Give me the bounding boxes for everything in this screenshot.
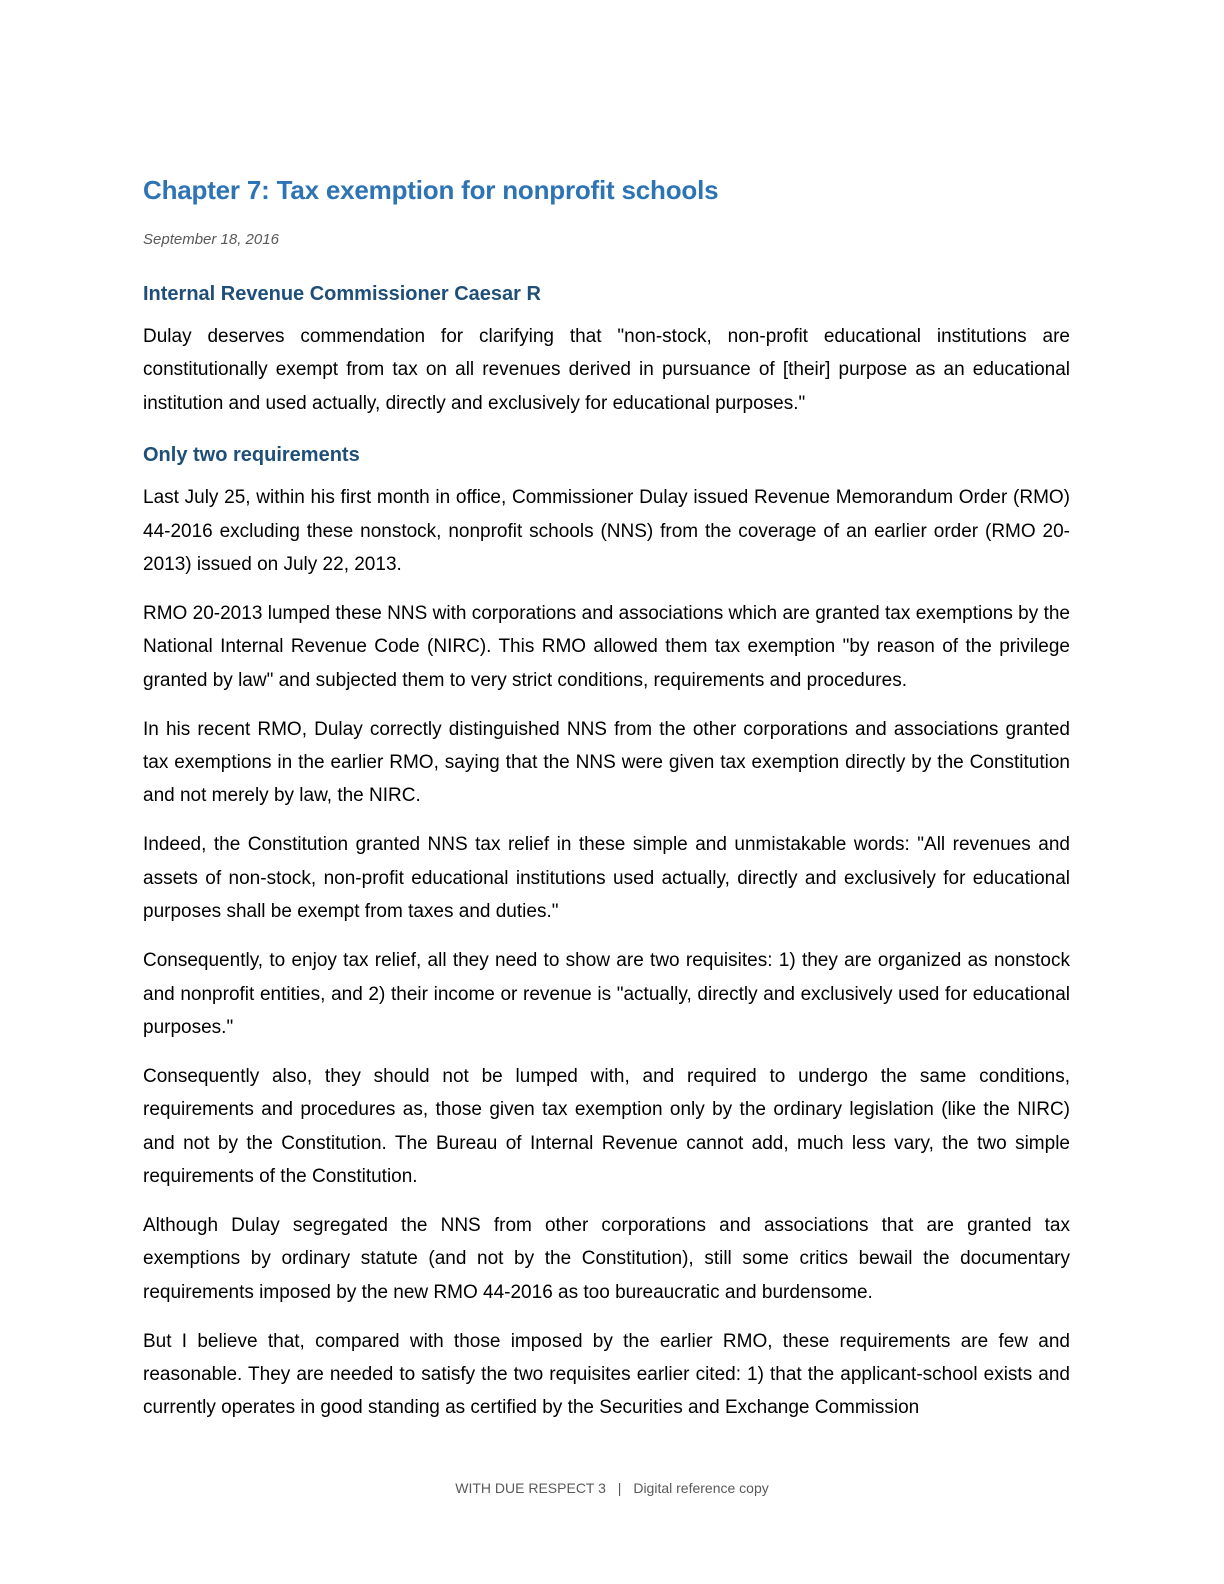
publication-date: September 18, 2016 — [143, 231, 279, 248]
body-paragraph: Consequently, to enjoy tax relief, all they need to show are two requisites: 1) they are organized as nonstock and nonprofit entities, and 2) their income or revenue is "actually, directly and exclusively used for educational purposes." — [143, 950, 1070, 1038]
footer-note: Digital reference copy — [633, 1480, 769, 1496]
body-paragraph: RMO 20-2013 lumped these NNS with corporations and associations which are granted tax exemptions by the National Internal Revenue Code (NIRC). This RMO allowed them tax exemption "by reason of the privilege granted by law" and subjected them to very strict conditions, requirements and procedures. — [143, 602, 1070, 691]
section-heading-requirements: Only two requirements — [143, 444, 360, 467]
body-paragraph: Although Dulay segregated the NNS from other corporations and associations that are granted tax exemptions by ordinary statute (and not by the Constitution), still some critics bewail the documentary requirements imposed by the new RMO 44-2016 as too bureaucratic and burdensome. — [143, 1214, 1070, 1303]
body-paragraph: Dulay deserves commendation for clarifying that "non-stock, non-profit educational institutions are constitutionally exempt from tax on all revenues derived in pursuance of [their] purpose as an educational institution and used actually, directly and exclusively for educational purposes." — [143, 326, 1070, 414]
body-paragraph: Indeed, the Constitution granted NNS tax relief in these simple and unmistakable words: "All revenues and assets of non-stock, non-profit educational institutions used actually, directly and exclusively for educational purposes shall be exempt from taxes and duties." — [143, 834, 1070, 923]
body-paragraph: Last July 25, within his first month in office, Commissioner Dulay issued Revenue Memorandum Order (RMO) 44-2016 excluding these nonstock, nonprofit schools (NNS) from the coverage of an earlier order (RMO 20-2013) issued on July 22, 2013. — [143, 487, 1070, 576]
page-footer — [0, 1478, 1224, 1498]
chapter-title: Chapter 7: Tax exemption for nonprofit schools — [143, 175, 719, 205]
footer-separator: | — [617, 1480, 622, 1496]
section-heading-commissioner: Internal Revenue Commissioner Caesar R — [143, 283, 541, 305]
body-paragraph: In his recent RMO, Dulay correctly distinguished NNS from the other corporations and associations granted tax exemptions in the earlier RMO, saying that the NNS were given tax exemption directly by the Constitution and not merely by law, the NIRC. — [143, 718, 1070, 807]
page-content — [143, 170, 1070, 1440]
body-paragraph: Consequently also, they should not be lumped with, and required to undergo the same conditions, requirements and procedures as, those given tax exemption only by the ordinary legislation (like the NIRC) and not by the Constitution. The Bureau of Internal Revenue cannot add, much less vary, the two simple requirements of the Constitution. — [143, 1065, 1070, 1188]
body-paragraph: But I believe that, compared with those imposed by the earlier RMO, these requirements are few and reasonable. They are needed to satisfy the two requisites earlier cited: 1) that the applicant-school exists and currently operates in good standing as certified by the Securities and Exchange Commission — [143, 1330, 1070, 1419]
footer-book-title: WITH DUE RESPECT 3 — [455, 1480, 606, 1496]
